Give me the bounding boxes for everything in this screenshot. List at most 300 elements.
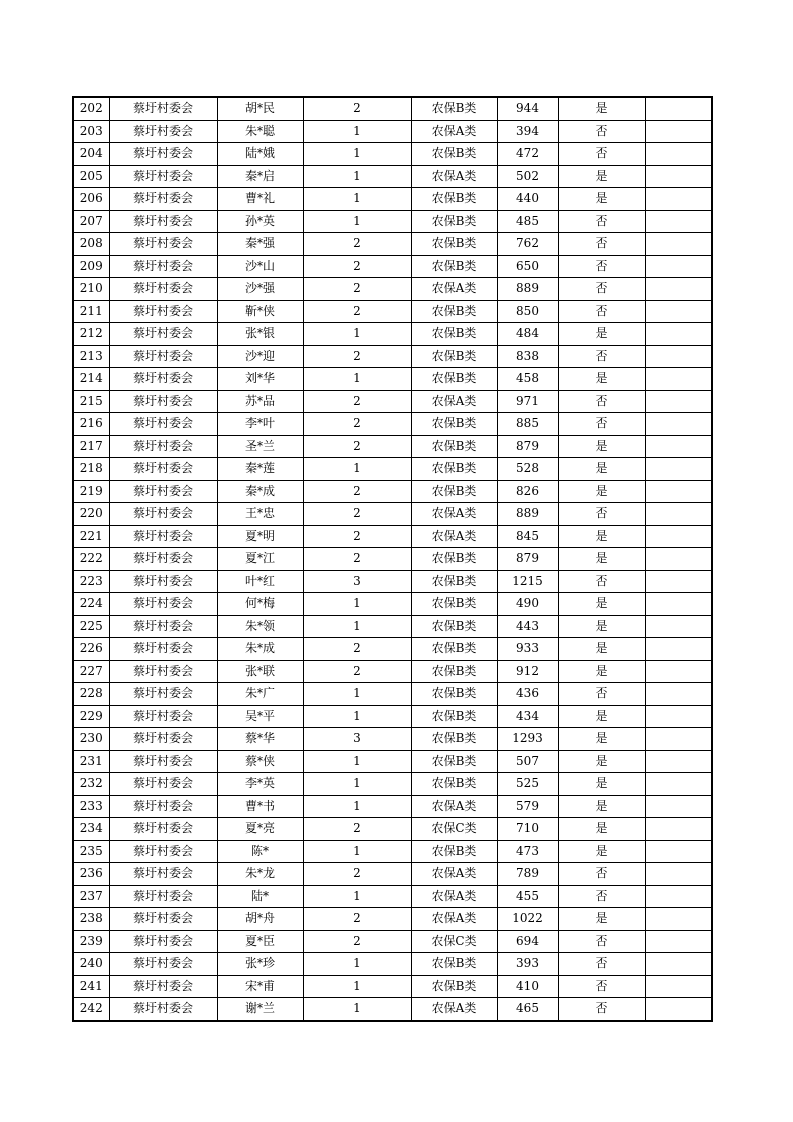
flag-cell: 是 [558, 188, 645, 211]
name-cell: 陆* [217, 885, 303, 908]
household-count-cell: 2 [303, 345, 411, 368]
table-row [73, 413, 712, 436]
name-cell: 夏*江 [217, 548, 303, 571]
amount-cell: 502 [497, 165, 558, 188]
insurance-category-cell: 农保B类 [411, 705, 497, 728]
household-count-cell: 1 [303, 368, 411, 391]
amount-cell: 933 [497, 638, 558, 661]
amount-cell: 710 [497, 818, 558, 841]
name-cell: 李*英 [217, 773, 303, 796]
table-row [73, 570, 712, 593]
remark-cell [645, 953, 712, 976]
flag-cell: 是 [558, 323, 645, 346]
remark-cell [645, 300, 712, 323]
name-cell: 蔡*华 [217, 728, 303, 751]
beneficiary-table [72, 96, 713, 1022]
flag-cell: 否 [558, 278, 645, 301]
household-count-cell: 2 [303, 548, 411, 571]
insurance-category-cell: 农保A类 [411, 120, 497, 143]
household-count-cell: 3 [303, 570, 411, 593]
flag-cell: 否 [558, 863, 645, 886]
village-committee-cell: 蔡圩村委会 [109, 97, 217, 120]
name-cell: 秦*莲 [217, 458, 303, 481]
table-row [73, 908, 712, 931]
household-count-cell: 1 [303, 773, 411, 796]
row-number-cell: 227 [73, 660, 109, 683]
remark-cell [645, 165, 712, 188]
insurance-category-cell: 农保A类 [411, 390, 497, 413]
flag-cell: 否 [558, 255, 645, 278]
row-number-cell: 235 [73, 840, 109, 863]
household-count-cell: 2 [303, 908, 411, 931]
amount-cell: 879 [497, 548, 558, 571]
remark-cell [645, 885, 712, 908]
household-count-cell: 1 [303, 683, 411, 706]
name-cell: 沙*迎 [217, 345, 303, 368]
remark-cell [645, 840, 712, 863]
household-count-cell: 1 [303, 953, 411, 976]
village-committee-cell: 蔡圩村委会 [109, 525, 217, 548]
insurance-category-cell: 农保C类 [411, 930, 497, 953]
table-row [73, 615, 712, 638]
insurance-category-cell: 农保B类 [411, 188, 497, 211]
amount-cell: 455 [497, 885, 558, 908]
row-number-cell: 239 [73, 930, 109, 953]
flag-cell: 是 [558, 368, 645, 391]
flag-cell: 否 [558, 300, 645, 323]
row-number-cell: 234 [73, 818, 109, 841]
name-cell: 何*梅 [217, 593, 303, 616]
amount-cell: 485 [497, 210, 558, 233]
remark-cell [645, 525, 712, 548]
table-row [73, 998, 712, 1021]
village-committee-cell: 蔡圩村委会 [109, 705, 217, 728]
row-number-cell: 226 [73, 638, 109, 661]
flag-cell: 否 [558, 120, 645, 143]
row-number-cell: 231 [73, 750, 109, 773]
flag-cell: 否 [558, 233, 645, 256]
table-row [73, 255, 712, 278]
table-row [73, 390, 712, 413]
row-number-cell: 238 [73, 908, 109, 931]
row-number-cell: 205 [73, 165, 109, 188]
flag-cell: 是 [558, 525, 645, 548]
insurance-category-cell: 农保A类 [411, 998, 497, 1021]
remark-cell [645, 210, 712, 233]
table-row [73, 525, 712, 548]
remark-cell [645, 435, 712, 458]
row-number-cell: 232 [73, 773, 109, 796]
table-row [73, 548, 712, 571]
household-count-cell: 1 [303, 705, 411, 728]
insurance-category-cell: 农保B类 [411, 953, 497, 976]
name-cell: 朱*领 [217, 615, 303, 638]
household-count-cell: 2 [303, 480, 411, 503]
name-cell: 秦*强 [217, 233, 303, 256]
flag-cell: 否 [558, 413, 645, 436]
table-row [73, 683, 712, 706]
flag-cell: 否 [558, 503, 645, 526]
name-cell: 圣*兰 [217, 435, 303, 458]
amount-cell: 490 [497, 593, 558, 616]
flag-cell: 是 [558, 660, 645, 683]
remark-cell [645, 908, 712, 931]
amount-cell: 944 [497, 97, 558, 120]
name-cell: 朱*成 [217, 638, 303, 661]
amount-cell: 525 [497, 773, 558, 796]
amount-cell: 971 [497, 390, 558, 413]
flag-cell: 否 [558, 143, 645, 166]
name-cell: 朱*聪 [217, 120, 303, 143]
village-committee-cell: 蔡圩村委会 [109, 480, 217, 503]
table-row [73, 930, 712, 953]
remark-cell [645, 705, 712, 728]
remark-cell [645, 368, 712, 391]
village-committee-cell: 蔡圩村委会 [109, 413, 217, 436]
village-committee-cell: 蔡圩村委会 [109, 750, 217, 773]
amount-cell: 879 [497, 435, 558, 458]
remark-cell [645, 233, 712, 256]
household-count-cell: 2 [303, 503, 411, 526]
insurance-category-cell: 农保A类 [411, 795, 497, 818]
village-committee-cell: 蔡圩村委会 [109, 660, 217, 683]
household-count-cell: 1 [303, 840, 411, 863]
row-number-cell: 224 [73, 593, 109, 616]
row-number-cell: 221 [73, 525, 109, 548]
remark-cell [645, 97, 712, 120]
table-row [73, 188, 712, 211]
flag-cell: 是 [558, 593, 645, 616]
household-count-cell: 1 [303, 975, 411, 998]
household-count-cell: 2 [303, 818, 411, 841]
table-row [73, 773, 712, 796]
name-cell: 孙*英 [217, 210, 303, 233]
household-count-cell: 2 [303, 863, 411, 886]
row-number-cell: 214 [73, 368, 109, 391]
row-number-cell: 203 [73, 120, 109, 143]
name-cell: 曹*礼 [217, 188, 303, 211]
flag-cell: 是 [558, 705, 645, 728]
row-number-cell: 229 [73, 705, 109, 728]
village-committee-cell: 蔡圩村委会 [109, 143, 217, 166]
remark-cell [645, 975, 712, 998]
amount-cell: 850 [497, 300, 558, 323]
remark-cell [645, 480, 712, 503]
amount-cell: 889 [497, 503, 558, 526]
row-number-cell: 230 [73, 728, 109, 751]
insurance-category-cell: 农保B类 [411, 728, 497, 751]
row-number-cell: 212 [73, 323, 109, 346]
village-committee-cell: 蔡圩村委会 [109, 818, 217, 841]
insurance-category-cell: 农保B类 [411, 660, 497, 683]
row-number-cell: 202 [73, 97, 109, 120]
amount-cell: 410 [497, 975, 558, 998]
household-count-cell: 1 [303, 143, 411, 166]
row-number-cell: 236 [73, 863, 109, 886]
household-count-cell: 1 [303, 458, 411, 481]
amount-cell: 1022 [497, 908, 558, 931]
amount-cell: 434 [497, 705, 558, 728]
insurance-category-cell: 农保B类 [411, 345, 497, 368]
remark-cell [645, 998, 712, 1021]
amount-cell: 889 [497, 278, 558, 301]
insurance-category-cell: 农保B类 [411, 683, 497, 706]
name-cell: 吴*平 [217, 705, 303, 728]
table-row [73, 795, 712, 818]
table-row [73, 300, 712, 323]
table-row [73, 975, 712, 998]
remark-cell [645, 143, 712, 166]
row-number-cell: 222 [73, 548, 109, 571]
flag-cell: 是 [558, 548, 645, 571]
table-row [73, 97, 712, 120]
row-number-cell: 207 [73, 210, 109, 233]
table-row [73, 233, 712, 256]
table-row [73, 345, 712, 368]
table-row [73, 818, 712, 841]
village-committee-cell: 蔡圩村委会 [109, 345, 217, 368]
remark-cell [645, 795, 712, 818]
table-body [73, 97, 712, 1021]
row-number-cell: 204 [73, 143, 109, 166]
amount-cell: 845 [497, 525, 558, 548]
row-number-cell: 240 [73, 953, 109, 976]
flag-cell: 是 [558, 818, 645, 841]
flag-cell: 否 [558, 683, 645, 706]
village-committee-cell: 蔡圩村委会 [109, 795, 217, 818]
village-committee-cell: 蔡圩村委会 [109, 975, 217, 998]
remark-cell [645, 660, 712, 683]
remark-cell [645, 390, 712, 413]
amount-cell: 440 [497, 188, 558, 211]
village-committee-cell: 蔡圩村委会 [109, 503, 217, 526]
insurance-category-cell: 农保A类 [411, 165, 497, 188]
insurance-category-cell: 农保A类 [411, 278, 497, 301]
name-cell: 秦*启 [217, 165, 303, 188]
village-committee-cell: 蔡圩村委会 [109, 435, 217, 458]
insurance-category-cell: 农保B类 [411, 143, 497, 166]
table-row [73, 705, 712, 728]
amount-cell: 838 [497, 345, 558, 368]
table-row [73, 368, 712, 391]
name-cell: 朱*龙 [217, 863, 303, 886]
amount-cell: 694 [497, 930, 558, 953]
insurance-category-cell: 农保B类 [411, 548, 497, 571]
row-number-cell: 219 [73, 480, 109, 503]
village-committee-cell: 蔡圩村委会 [109, 458, 217, 481]
table-row [73, 435, 712, 458]
village-committee-cell: 蔡圩村委会 [109, 188, 217, 211]
remark-cell [645, 120, 712, 143]
village-committee-cell: 蔡圩村委会 [109, 255, 217, 278]
flag-cell: 否 [558, 930, 645, 953]
household-count-cell: 2 [303, 660, 411, 683]
household-count-cell: 2 [303, 233, 411, 256]
household-count-cell: 3 [303, 728, 411, 751]
village-committee-cell: 蔡圩村委会 [109, 998, 217, 1021]
remark-cell [645, 323, 712, 346]
row-number-cell: 211 [73, 300, 109, 323]
table-row [73, 210, 712, 233]
table-row [73, 323, 712, 346]
row-number-cell: 225 [73, 615, 109, 638]
name-cell: 叶*红 [217, 570, 303, 593]
household-count-cell: 2 [303, 300, 411, 323]
flag-cell: 否 [558, 953, 645, 976]
village-committee-cell: 蔡圩村委会 [109, 120, 217, 143]
insurance-category-cell: 农保B类 [411, 773, 497, 796]
row-number-cell: 213 [73, 345, 109, 368]
village-committee-cell: 蔡圩村委会 [109, 953, 217, 976]
remark-cell [645, 570, 712, 593]
name-cell: 夏*臣 [217, 930, 303, 953]
flag-cell: 是 [558, 97, 645, 120]
household-count-cell: 2 [303, 930, 411, 953]
village-committee-cell: 蔡圩村委会 [109, 593, 217, 616]
flag-cell: 否 [558, 885, 645, 908]
name-cell: 夏*亮 [217, 818, 303, 841]
name-cell: 靳*侠 [217, 300, 303, 323]
village-committee-cell: 蔡圩村委会 [109, 323, 217, 346]
name-cell: 张*珍 [217, 953, 303, 976]
row-number-cell: 223 [73, 570, 109, 593]
remark-cell [645, 255, 712, 278]
insurance-category-cell: 农保B类 [411, 413, 497, 436]
village-committee-cell: 蔡圩村委会 [109, 840, 217, 863]
household-count-cell: 2 [303, 638, 411, 661]
village-committee-cell: 蔡圩村委会 [109, 570, 217, 593]
insurance-category-cell: 农保A类 [411, 908, 497, 931]
row-number-cell: 210 [73, 278, 109, 301]
table-row [73, 638, 712, 661]
remark-cell [645, 593, 712, 616]
table-row [73, 660, 712, 683]
amount-cell: 912 [497, 660, 558, 683]
row-number-cell: 215 [73, 390, 109, 413]
remark-cell [645, 458, 712, 481]
table-row [73, 143, 712, 166]
village-committee-cell: 蔡圩村委会 [109, 773, 217, 796]
row-number-cell: 218 [73, 458, 109, 481]
flag-cell: 否 [558, 975, 645, 998]
name-cell: 陆*娥 [217, 143, 303, 166]
household-count-cell: 1 [303, 323, 411, 346]
insurance-category-cell: 农保B类 [411, 458, 497, 481]
household-count-cell: 1 [303, 795, 411, 818]
table-row [73, 885, 712, 908]
amount-cell: 472 [497, 143, 558, 166]
table-row [73, 750, 712, 773]
village-committee-cell: 蔡圩村委会 [109, 930, 217, 953]
remark-cell [645, 615, 712, 638]
table-row [73, 953, 712, 976]
row-number-cell: 242 [73, 998, 109, 1021]
flag-cell: 是 [558, 728, 645, 751]
name-cell: 沙*强 [217, 278, 303, 301]
insurance-category-cell: 农保B类 [411, 255, 497, 278]
insurance-category-cell: 农保B类 [411, 615, 497, 638]
row-number-cell: 233 [73, 795, 109, 818]
table-row [73, 278, 712, 301]
flag-cell: 是 [558, 773, 645, 796]
village-committee-cell: 蔡圩村委会 [109, 390, 217, 413]
flag-cell: 否 [558, 210, 645, 233]
remark-cell [645, 683, 712, 706]
name-cell: 宋*甫 [217, 975, 303, 998]
name-cell: 谢*兰 [217, 998, 303, 1021]
household-count-cell: 2 [303, 97, 411, 120]
row-number-cell: 228 [73, 683, 109, 706]
amount-cell: 473 [497, 840, 558, 863]
row-number-cell: 217 [73, 435, 109, 458]
remark-cell [645, 413, 712, 436]
household-count-cell: 2 [303, 278, 411, 301]
table-row [73, 503, 712, 526]
amount-cell: 443 [497, 615, 558, 638]
household-count-cell: 1 [303, 593, 411, 616]
insurance-category-cell: 农保B类 [411, 323, 497, 346]
remark-cell [645, 930, 712, 953]
insurance-category-cell: 农保B类 [411, 368, 497, 391]
insurance-category-cell: 农保B类 [411, 480, 497, 503]
amount-cell: 650 [497, 255, 558, 278]
household-count-cell: 2 [303, 435, 411, 458]
amount-cell: 528 [497, 458, 558, 481]
flag-cell: 是 [558, 615, 645, 638]
table-row [73, 480, 712, 503]
household-count-cell: 1 [303, 210, 411, 233]
insurance-category-cell: 农保B类 [411, 570, 497, 593]
insurance-category-cell: 农保A类 [411, 885, 497, 908]
table-row [73, 593, 712, 616]
remark-cell [645, 503, 712, 526]
flag-cell: 是 [558, 795, 645, 818]
flag-cell: 是 [558, 638, 645, 661]
remark-cell [645, 188, 712, 211]
name-cell: 李*叶 [217, 413, 303, 436]
remark-cell [645, 728, 712, 751]
name-cell: 张*银 [217, 323, 303, 346]
remark-cell [645, 278, 712, 301]
amount-cell: 762 [497, 233, 558, 256]
amount-cell: 458 [497, 368, 558, 391]
village-committee-cell: 蔡圩村委会 [109, 683, 217, 706]
village-committee-cell: 蔡圩村委会 [109, 368, 217, 391]
village-committee-cell: 蔡圩村委会 [109, 233, 217, 256]
household-count-cell: 2 [303, 390, 411, 413]
insurance-category-cell: 农保A类 [411, 525, 497, 548]
village-committee-cell: 蔡圩村委会 [109, 210, 217, 233]
name-cell: 王*忠 [217, 503, 303, 526]
household-count-cell: 2 [303, 525, 411, 548]
table-row [73, 458, 712, 481]
amount-cell: 885 [497, 413, 558, 436]
household-count-cell: 2 [303, 413, 411, 436]
insurance-category-cell: 农保B类 [411, 233, 497, 256]
row-number-cell: 216 [73, 413, 109, 436]
remark-cell [645, 548, 712, 571]
name-cell: 胡*民 [217, 97, 303, 120]
flag-cell: 是 [558, 458, 645, 481]
name-cell: 胡*舟 [217, 908, 303, 931]
insurance-category-cell: 农保A类 [411, 863, 497, 886]
household-count-cell: 1 [303, 750, 411, 773]
insurance-category-cell: 农保B类 [411, 840, 497, 863]
insurance-category-cell: 农保A类 [411, 503, 497, 526]
name-cell: 朱*广 [217, 683, 303, 706]
village-committee-cell: 蔡圩村委会 [109, 885, 217, 908]
amount-cell: 826 [497, 480, 558, 503]
